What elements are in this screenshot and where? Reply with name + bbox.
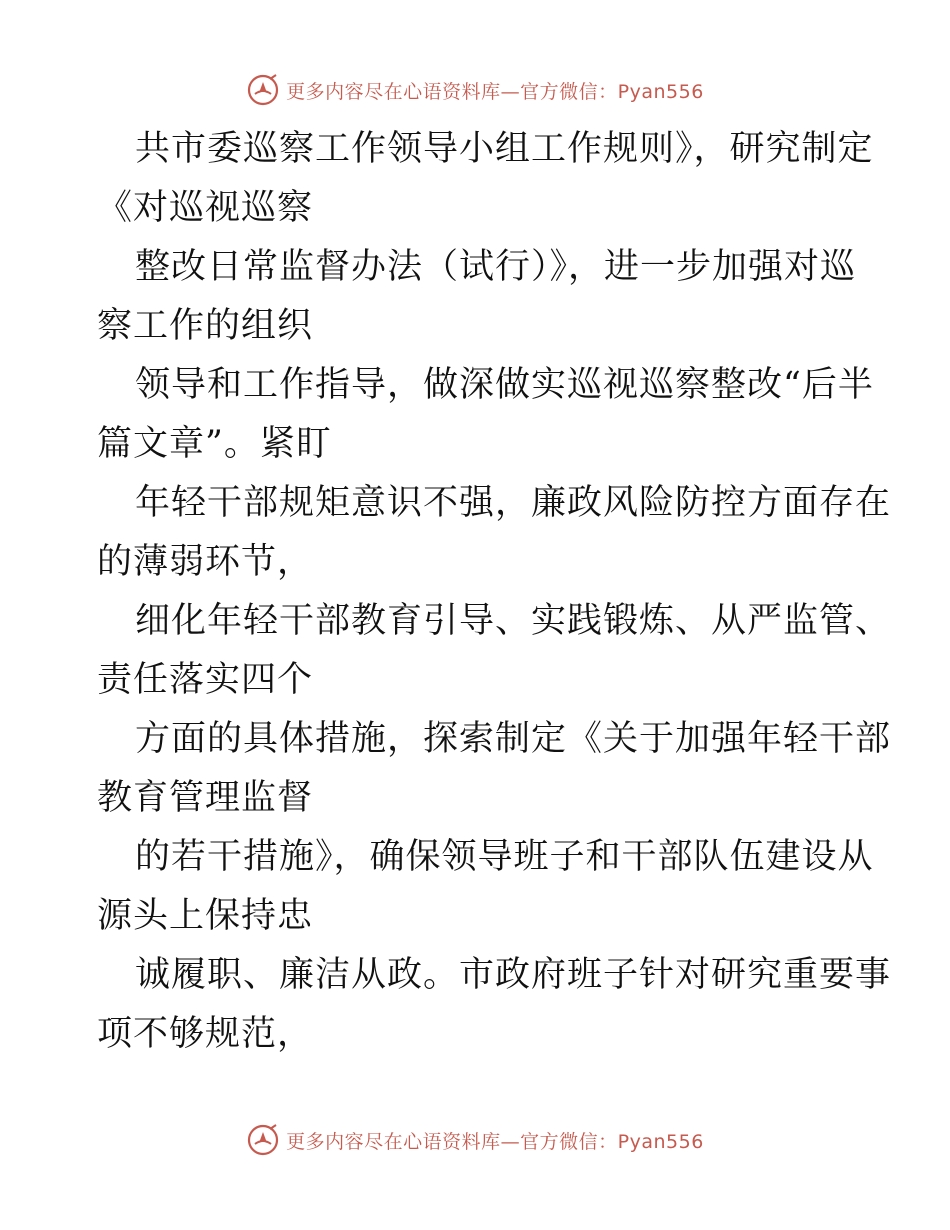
text-line: 的薄弱环节， (97, 542, 314, 582)
text-line: 年轻干部规矩意识不强，廉政风险防控方面存在 (135, 483, 892, 523)
banner-text (286, 77, 704, 104)
body-text (97, 120, 892, 1064)
text-line: 源头上保持忠 (97, 896, 314, 936)
text-line: 的若干措施》，确保领导班子和干部队伍建设从 (135, 837, 874, 877)
banner-contact: Pyan556 (617, 80, 704, 103)
book-pen-logo-icon (246, 73, 280, 107)
banner-label: 更多内容尽在心语资料库—官方微信： (286, 80, 618, 103)
text-line: 整改日常监督办法（试行）》，进一步加强对巡 (135, 247, 857, 287)
book-pen-logo-icon (246, 1123, 280, 1157)
text-line: 共市委巡察工作领导小组工作规则》，研究制定 (135, 129, 874, 169)
header-watermark-banner (0, 70, 950, 110)
text-line: 方面的具体措施，探索制定《关于加强年轻干部 (135, 719, 892, 759)
text-line: 诚履职、廉洁从政。市政府班子针对研究重要事 (135, 955, 892, 995)
text-line: 察工作的组织 (97, 306, 314, 346)
text-line: 教育管理监督 (97, 778, 314, 818)
text-line: 篇文章”。紧盯 (97, 424, 332, 464)
text-line: 项不够规范， (97, 1014, 314, 1054)
text-line: 领导和工作指导，做深做实巡视巡察整改“后半 (135, 365, 874, 405)
footer-watermark-banner (0, 1120, 950, 1160)
text-line: 责任落实四个 (97, 660, 314, 700)
banner-text (286, 1127, 704, 1154)
banner-contact: Pyan556 (617, 1130, 704, 1153)
text-line: 《对巡视巡察 (97, 188, 314, 228)
text-line: 细化年轻干部教育引导、实践锻炼、从严监管、 (135, 601, 892, 641)
banner-label: 更多内容尽在心语资料库—官方微信： (286, 1130, 618, 1153)
